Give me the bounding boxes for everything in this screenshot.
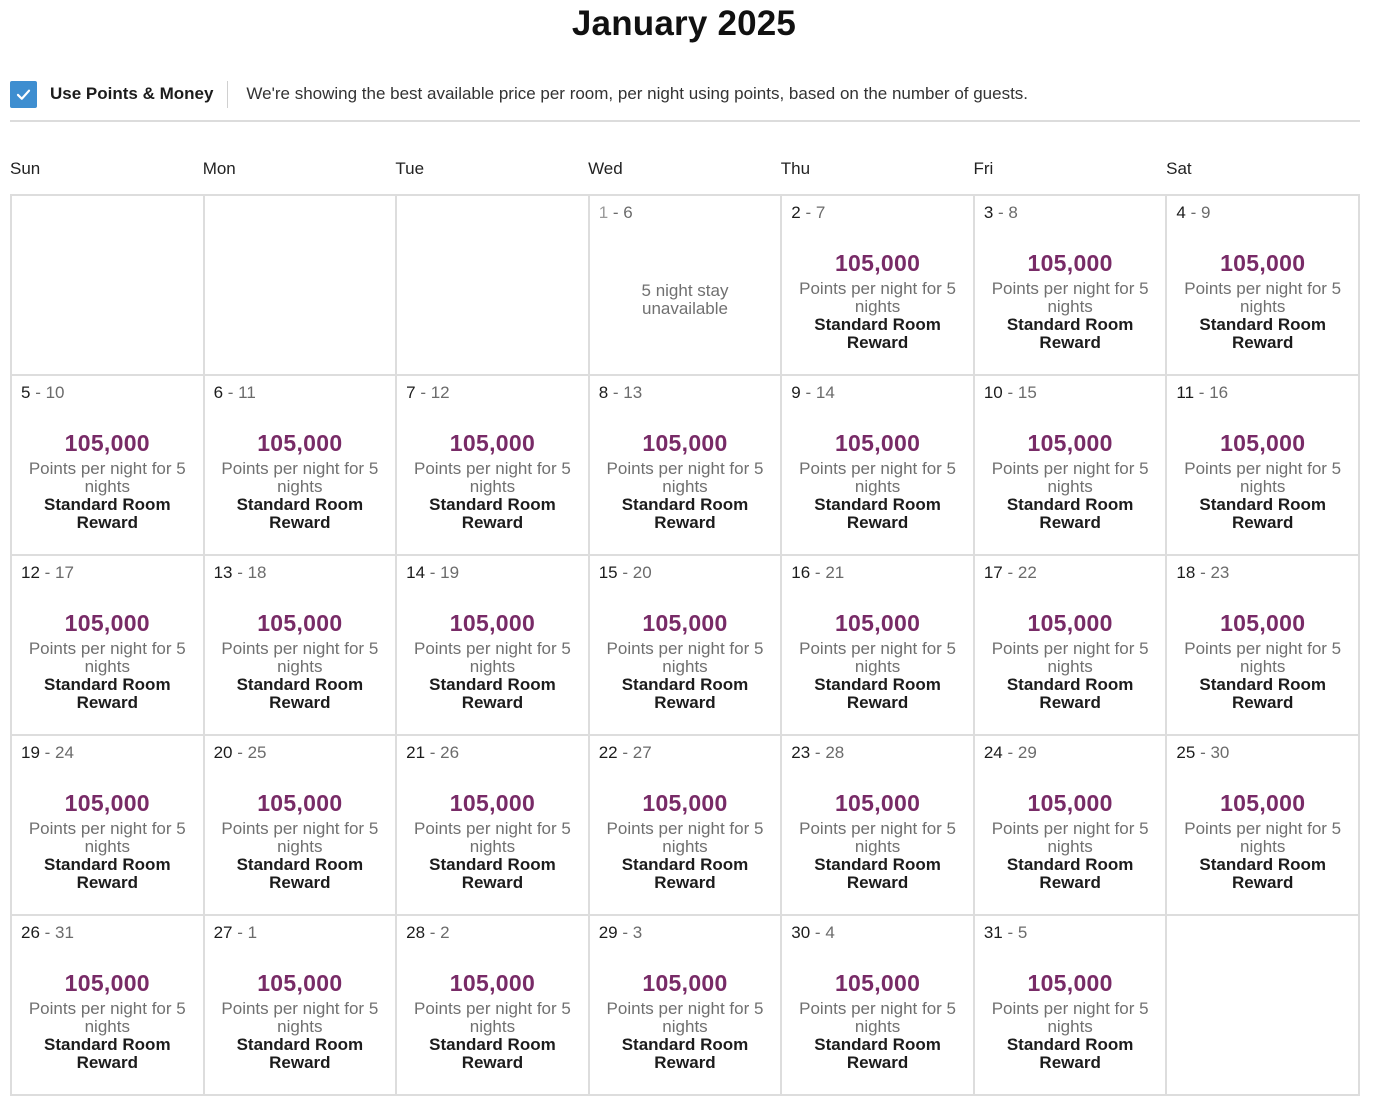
points-price: 105,000: [449, 610, 536, 636]
check-out-day: 10: [45, 383, 65, 402]
room-type-label: Standard Room Reward: [236, 1035, 364, 1072]
points-per-night-label: Points per night for 5 nights: [28, 999, 186, 1036]
check-out-day: 15: [1017, 383, 1037, 402]
weekday-mon: Mon: [202, 159, 236, 178]
calendar-cell-rate[interactable]: [590, 376, 783, 556]
date-range-separator: -: [30, 383, 46, 402]
check-in-day: 2: [791, 203, 801, 222]
points-per-night-label: Points per night for 5 nights: [799, 819, 956, 856]
points-price: 105,000: [449, 970, 536, 996]
date-range-separator: -: [232, 923, 248, 942]
calendar-cell-rate[interactable]: [975, 196, 1168, 376]
stay-date-range: [984, 743, 1037, 763]
check-out-day: 25: [247, 743, 267, 762]
room-type-label: Standard Room Reward: [44, 855, 171, 892]
date-range-separator: -: [1002, 563, 1018, 582]
points-per-night-label: Points per night for 5 nights: [606, 459, 764, 496]
points-per-night-label: Points per night for 5 nights: [1184, 279, 1342, 316]
check-out-day: 29: [1017, 743, 1037, 762]
points-price: 105,000: [64, 430, 150, 456]
points-per-night-label: Points per night for 5 nights: [991, 279, 1149, 316]
points-per-night-label: Points per night for 5 nights: [221, 639, 379, 676]
calendar-cell-rate[interactable]: [397, 556, 590, 736]
room-type-label: Standard Room Reward: [1006, 675, 1134, 712]
rate-details: [397, 970, 588, 1072]
rate-details: [975, 970, 1166, 1072]
rate-details: [590, 790, 781, 892]
room-type-label: Standard Room Reward: [429, 855, 556, 892]
date-range-separator: -: [425, 923, 441, 942]
stay-date-range: [599, 563, 652, 583]
check-out-day: 8: [1008, 203, 1018, 222]
check-out-day: 16: [1209, 383, 1229, 402]
date-range-separator: -: [223, 383, 239, 402]
rate-details: [975, 430, 1166, 532]
date-range-separator: -: [608, 203, 624, 222]
check-in-day: 28: [406, 923, 426, 942]
calendar-cell-rate[interactable]: [397, 916, 590, 1096]
check-out-day: 3: [632, 923, 643, 942]
calendar-cell-rate[interactable]: [782, 556, 975, 736]
points-price: 105,000: [834, 790, 921, 816]
stay-date-range: [599, 383, 643, 403]
points-per-night-label: Points per night for 5 nights: [413, 999, 571, 1036]
points-price: 105,000: [642, 430, 728, 456]
rate-details: [590, 610, 781, 712]
rate-details: [1167, 430, 1358, 532]
calendar-cell-rate[interactable]: [782, 196, 975, 376]
room-type-label: Standard Room Reward: [429, 675, 556, 712]
check-out-day: 24: [55, 743, 74, 762]
points-per-night-label: Points per night for 5 nights: [28, 459, 186, 496]
calendar-cell-rate[interactable]: [12, 556, 205, 736]
check-out-day: 13: [623, 383, 643, 402]
rate-details: [205, 430, 396, 532]
room-type-label: Standard Room Reward: [814, 855, 941, 892]
check-in-day: 18: [1176, 563, 1196, 582]
rate-details: [397, 610, 588, 712]
points-per-night-label: Points per night for 5 nights: [28, 639, 186, 676]
date-range-separator: -: [800, 383, 816, 402]
check-in-day: 27: [213, 923, 233, 942]
date-range-separator: -: [1002, 743, 1018, 762]
points-price: 105,000: [834, 250, 921, 276]
stay-date-range: [984, 923, 1028, 943]
check-out-day: 1: [247, 923, 258, 942]
check-out-day: 14: [815, 383, 835, 402]
points-price: 105,000: [64, 970, 150, 996]
pricing-info-text: We're showing the best available price per room, per night using points, based on the number of guests.: [246, 84, 1029, 103]
date-range-separator: -: [425, 563, 441, 582]
points-price: 105,000: [642, 790, 728, 816]
points-price: 105,000: [1027, 430, 1113, 456]
points-price: 105,000: [257, 430, 343, 456]
calendar-cell-rate[interactable]: [1167, 196, 1360, 376]
calendar-cell-rate[interactable]: [205, 916, 398, 1096]
calendar-cell-rate[interactable]: [975, 376, 1168, 556]
stay-date-range: [214, 923, 258, 943]
room-type-label: Standard Room Reward: [44, 1035, 171, 1072]
check-in-day: 24: [983, 743, 1003, 762]
points-price: 105,000: [1220, 430, 1306, 456]
rate-details: [975, 250, 1166, 352]
calendar-cell-empty: [12, 196, 205, 376]
points-per-night-label: Points per night for 5 nights: [799, 279, 956, 316]
date-range-separator: -: [39, 743, 56, 762]
date-range-separator: -: [800, 203, 816, 222]
points-price: 105,000: [64, 790, 150, 816]
stay-date-range: [984, 203, 1018, 223]
weekday-sun: Sun: [10, 159, 41, 178]
points-price: 105,000: [834, 970, 921, 996]
room-type-label: Standard Room Reward: [429, 1035, 556, 1072]
check-out-day: 22: [1017, 563, 1037, 582]
stay-date-range: [1176, 203, 1210, 223]
date-range-separator: -: [1002, 923, 1018, 942]
rate-details: [975, 790, 1166, 892]
checkmark-icon: [15, 86, 32, 103]
points-price: 105,000: [257, 970, 343, 996]
stay-date-range: [791, 923, 835, 943]
points-price: 105,000: [834, 430, 921, 456]
room-type-label: Standard Room Reward: [814, 495, 941, 532]
points-per-night-label: Points per night for 5 nights: [1184, 639, 1342, 676]
calendar-cell-rate[interactable]: [1167, 736, 1360, 916]
rate-details: [1167, 610, 1358, 712]
rate-details: [12, 610, 203, 712]
rate-details: [12, 790, 203, 892]
points-price: 105,000: [642, 970, 728, 996]
check-out-day: 23: [1210, 563, 1230, 582]
points-price: 105,000: [834, 610, 921, 636]
room-type-label: Standard Room Reward: [236, 675, 364, 712]
date-range-separator: -: [810, 743, 826, 762]
calendar-cell-rate[interactable]: [975, 916, 1168, 1096]
stay-date-range: [599, 743, 652, 763]
stay-date-range: [599, 203, 633, 223]
stay-date-range: [1176, 743, 1229, 763]
check-out-day: 28: [825, 743, 845, 762]
points-price: 105,000: [257, 610, 343, 636]
points-per-night-label: Points per night for 5 nights: [28, 819, 186, 856]
check-in-day: 29: [598, 923, 618, 942]
rate-details: [12, 970, 203, 1072]
rate-details: [782, 610, 973, 712]
points-price: 105,000: [1027, 250, 1113, 276]
weekday-sat: Sat: [1166, 159, 1192, 178]
calendar-cell-rate[interactable]: [1167, 556, 1360, 736]
room-type-label: Standard Room Reward: [1006, 855, 1134, 892]
room-type-label: Standard Room Reward: [1199, 495, 1326, 532]
check-in-day: 8: [598, 383, 609, 402]
date-range-separator: -: [1195, 743, 1211, 762]
check-in-day: 23: [791, 743, 811, 762]
room-type-label: Standard Room Reward: [1199, 315, 1326, 352]
date-range-separator: -: [232, 563, 248, 582]
use-points-checkbox[interactable]: [10, 81, 37, 108]
calendar-grid: [10, 194, 1360, 1096]
stay-date-range: [214, 383, 256, 403]
points-per-night-label: Points per night for 5 nights: [1184, 459, 1342, 496]
room-type-label: Standard Room Reward: [814, 675, 941, 712]
rate-details: [590, 430, 781, 532]
stay-date-range: [984, 563, 1037, 583]
check-out-day: 17: [55, 563, 74, 582]
stay-date-range: [791, 383, 835, 403]
calendar-cell-rate[interactable]: [782, 376, 975, 556]
check-out-day: 18: [247, 563, 267, 582]
calendar-cell-rate[interactable]: [12, 376, 205, 556]
points-per-night-label: Points per night for 5 nights: [413, 819, 571, 856]
check-in-day: 21: [406, 743, 426, 762]
check-out-day: 6: [623, 203, 633, 222]
calendar-cell-empty: [1167, 916, 1360, 1096]
date-range-separator: -: [810, 563, 826, 582]
points-toolbar: [10, 78, 1360, 110]
check-out-day: 26: [440, 743, 460, 762]
room-type-label: Standard Room Reward: [44, 495, 171, 532]
rate-details: [590, 970, 781, 1072]
stay-date-range: [1176, 563, 1229, 583]
rate-details: [397, 790, 588, 892]
toolbar-divider: [227, 81, 228, 108]
room-type-label: Standard Room Reward: [1199, 675, 1326, 712]
calendar-cell-rate[interactable]: [782, 736, 975, 916]
points-price: 105,000: [1220, 610, 1306, 636]
check-in-day: 3: [983, 203, 994, 222]
calendar-cell-rate[interactable]: [975, 556, 1168, 736]
check-in-day: 5: [21, 383, 31, 402]
use-points-label[interactable]: Use Points & Money: [50, 84, 214, 103]
points-price: 105,000: [449, 790, 536, 816]
stay-date-range: [599, 923, 643, 943]
room-type-label: Standard Room Reward: [1006, 1035, 1134, 1072]
weekday-thu: Thu: [780, 159, 811, 178]
stay-date-range: [406, 563, 459, 583]
room-type-label: Standard Room Reward: [44, 675, 171, 712]
calendar-cell-rate[interactable]: [12, 736, 205, 916]
check-in-day: 11: [1176, 383, 1195, 402]
room-type-label: Standard Room Reward: [429, 495, 556, 532]
check-in-day: 4: [1176, 203, 1186, 222]
points-price: 105,000: [1220, 790, 1306, 816]
check-in-day: 10: [983, 383, 1003, 402]
check-out-day: 20: [632, 563, 652, 582]
stay-date-range: [406, 383, 450, 403]
header-divider: [10, 120, 1360, 122]
calendar-cell-rate[interactable]: [397, 736, 590, 916]
calendar-cell-rate[interactable]: [782, 916, 975, 1096]
unavailable-message: 5 night stay unavailable: [641, 281, 729, 318]
room-type-label: Standard Room Reward: [1006, 495, 1134, 532]
room-type-label: Standard Room Reward: [814, 315, 941, 352]
check-out-day: 21: [825, 563, 845, 582]
points-per-night-label: Points per night for 5 nights: [991, 999, 1149, 1036]
date-range-separator: -: [617, 743, 633, 762]
points-per-night-label: Points per night for 5 nights: [799, 999, 956, 1036]
stay-date-range: [21, 383, 65, 403]
calendar-cell-rate[interactable]: [205, 556, 398, 736]
weekday-tue: Tue: [395, 159, 425, 178]
date-range-separator: -: [39, 563, 56, 582]
check-in-day: 13: [213, 563, 233, 582]
points-per-night-label: Points per night for 5 nights: [606, 999, 764, 1036]
points-per-night-label: Points per night for 5 nights: [606, 639, 764, 676]
check-out-day: 4: [825, 923, 835, 942]
points-per-night-label: Points per night for 5 nights: [221, 459, 379, 496]
rate-details: [397, 430, 588, 532]
points-price: 105,000: [1027, 790, 1113, 816]
date-range-separator: -: [1002, 383, 1018, 402]
calendar-cell-rate[interactable]: [397, 376, 590, 556]
date-range-separator: -: [608, 383, 624, 402]
stay-date-range: [21, 923, 74, 943]
check-out-day: 5: [1017, 923, 1028, 942]
rate-details: [1167, 250, 1358, 352]
check-in-day: 30: [791, 923, 811, 942]
date-range-separator: -: [993, 203, 1009, 222]
calendar-cell-rate[interactable]: [205, 736, 398, 916]
calendar-cell-rate[interactable]: [590, 916, 783, 1096]
stay-date-range: [214, 743, 267, 763]
points-per-night-label: Points per night for 5 nights: [413, 459, 571, 496]
stay-date-range: [791, 203, 825, 223]
room-type-label: Standard Room Reward: [621, 855, 749, 892]
stay-date-range: [21, 743, 74, 763]
check-in-day: 9: [791, 383, 801, 402]
points-per-night-label: Points per night for 5 nights: [606, 819, 764, 856]
check-out-day: 9: [1201, 203, 1211, 222]
points-per-night-label: Points per night for 5 nights: [991, 639, 1149, 676]
check-in-day: 15: [598, 563, 618, 582]
check-in-day: 25: [1176, 743, 1196, 762]
room-type-label: Standard Room Reward: [1006, 315, 1134, 352]
points-price: 105,000: [1027, 970, 1113, 996]
calendar-cell-rate[interactable]: [590, 556, 783, 736]
check-in-day: 31: [983, 923, 1003, 942]
calendar-cell-empty: [397, 196, 590, 376]
check-in-day: 7: [406, 383, 416, 402]
calendar-cell-rate[interactable]: [1167, 376, 1360, 556]
check-in-day: 22: [598, 743, 618, 762]
calendar-cell-unavailable: [590, 196, 783, 376]
check-out-day: 2: [440, 923, 450, 942]
points-price: 105,000: [64, 610, 150, 636]
calendar-cell-empty: [205, 196, 398, 376]
points-per-night-label: Points per night for 5 nights: [413, 639, 571, 676]
check-in-day: 1: [598, 203, 609, 222]
points-per-night-label: Points per night for 5 nights: [991, 459, 1149, 496]
stay-date-range: [791, 743, 844, 763]
check-in-day: 12: [21, 563, 40, 582]
room-type-label: Standard Room Reward: [621, 1035, 749, 1072]
rate-details: [782, 790, 973, 892]
check-out-day: 31: [55, 923, 74, 942]
date-range-separator: -: [810, 923, 826, 942]
date-range-separator: -: [425, 743, 441, 762]
points-per-night-label: Points per night for 5 nights: [991, 819, 1149, 856]
room-type-label: Standard Room Reward: [814, 1035, 941, 1072]
check-in-day: 19: [21, 743, 40, 762]
points-price: 105,000: [257, 790, 343, 816]
calendar-cell-rate[interactable]: [975, 736, 1168, 916]
check-in-day: 20: [213, 743, 233, 762]
check-out-day: 7: [815, 203, 826, 222]
check-in-day: 16: [791, 563, 811, 582]
date-range-separator: -: [617, 923, 633, 942]
check-out-day: 27: [632, 743, 652, 762]
date-range-separator: -: [1195, 563, 1211, 582]
stay-date-range: [21, 563, 74, 583]
points-per-night-label: Points per night for 5 nights: [221, 999, 379, 1036]
rate-details: [975, 610, 1166, 712]
points-price: 105,000: [1027, 610, 1113, 636]
calendar-cell-rate[interactable]: [12, 916, 205, 1096]
date-range-separator: -: [415, 383, 431, 402]
stay-date-range: [1176, 383, 1228, 403]
check-in-day: 17: [983, 563, 1003, 582]
points-per-night-label: Points per night for 5 nights: [1184, 819, 1342, 856]
date-range-separator: -: [232, 743, 248, 762]
room-type-label: Standard Room Reward: [236, 855, 364, 892]
points-per-night-label: Points per night for 5 nights: [799, 459, 956, 496]
points-price: 105,000: [449, 430, 536, 456]
check-out-day: 12: [430, 383, 450, 402]
room-type-label: Standard Room Reward: [621, 495, 749, 532]
date-range-separator: -: [1194, 383, 1210, 402]
room-type-label: Standard Room Reward: [236, 495, 364, 532]
date-range-separator: -: [1185, 203, 1201, 222]
rate-details: [12, 430, 203, 532]
rate-details: [1167, 790, 1358, 892]
date-range-separator: -: [617, 563, 633, 582]
check-out-day: 30: [1210, 743, 1230, 762]
rate-details: [205, 970, 396, 1072]
stay-date-range: [406, 743, 459, 763]
check-out-day: 19: [440, 563, 460, 582]
check-in-day: 6: [213, 383, 224, 402]
rate-details: [782, 430, 973, 532]
points-per-night-label: Points per night for 5 nights: [799, 639, 956, 676]
date-range-separator: -: [39, 923, 56, 942]
page-title: January 2025: [571, 4, 797, 43]
stay-date-range: [214, 563, 267, 583]
rate-details: [205, 610, 396, 712]
check-in-day: 26: [21, 923, 40, 942]
weekday-fri: Fri: [973, 159, 994, 178]
points-per-night-label: Points per night for 5 nights: [221, 819, 379, 856]
rate-details: [782, 970, 973, 1072]
rate-details: [205, 790, 396, 892]
stay-date-range: [406, 923, 450, 943]
stay-date-range: [791, 563, 844, 583]
room-type-label: Standard Room Reward: [1199, 855, 1326, 892]
rate-details: [782, 250, 973, 352]
calendar-cell-rate[interactable]: [590, 736, 783, 916]
points-price: 105,000: [642, 610, 728, 636]
check-out-day: 11: [238, 383, 256, 402]
stay-date-range: [984, 383, 1037, 403]
points-price: 105,000: [1220, 250, 1306, 276]
weekday-wed: Wed: [588, 159, 623, 178]
weekday-header: [10, 159, 1360, 183]
calendar-cell-rate[interactable]: [205, 376, 398, 556]
room-type-label: Standard Room Reward: [621, 675, 749, 712]
check-in-day: 14: [406, 563, 426, 582]
